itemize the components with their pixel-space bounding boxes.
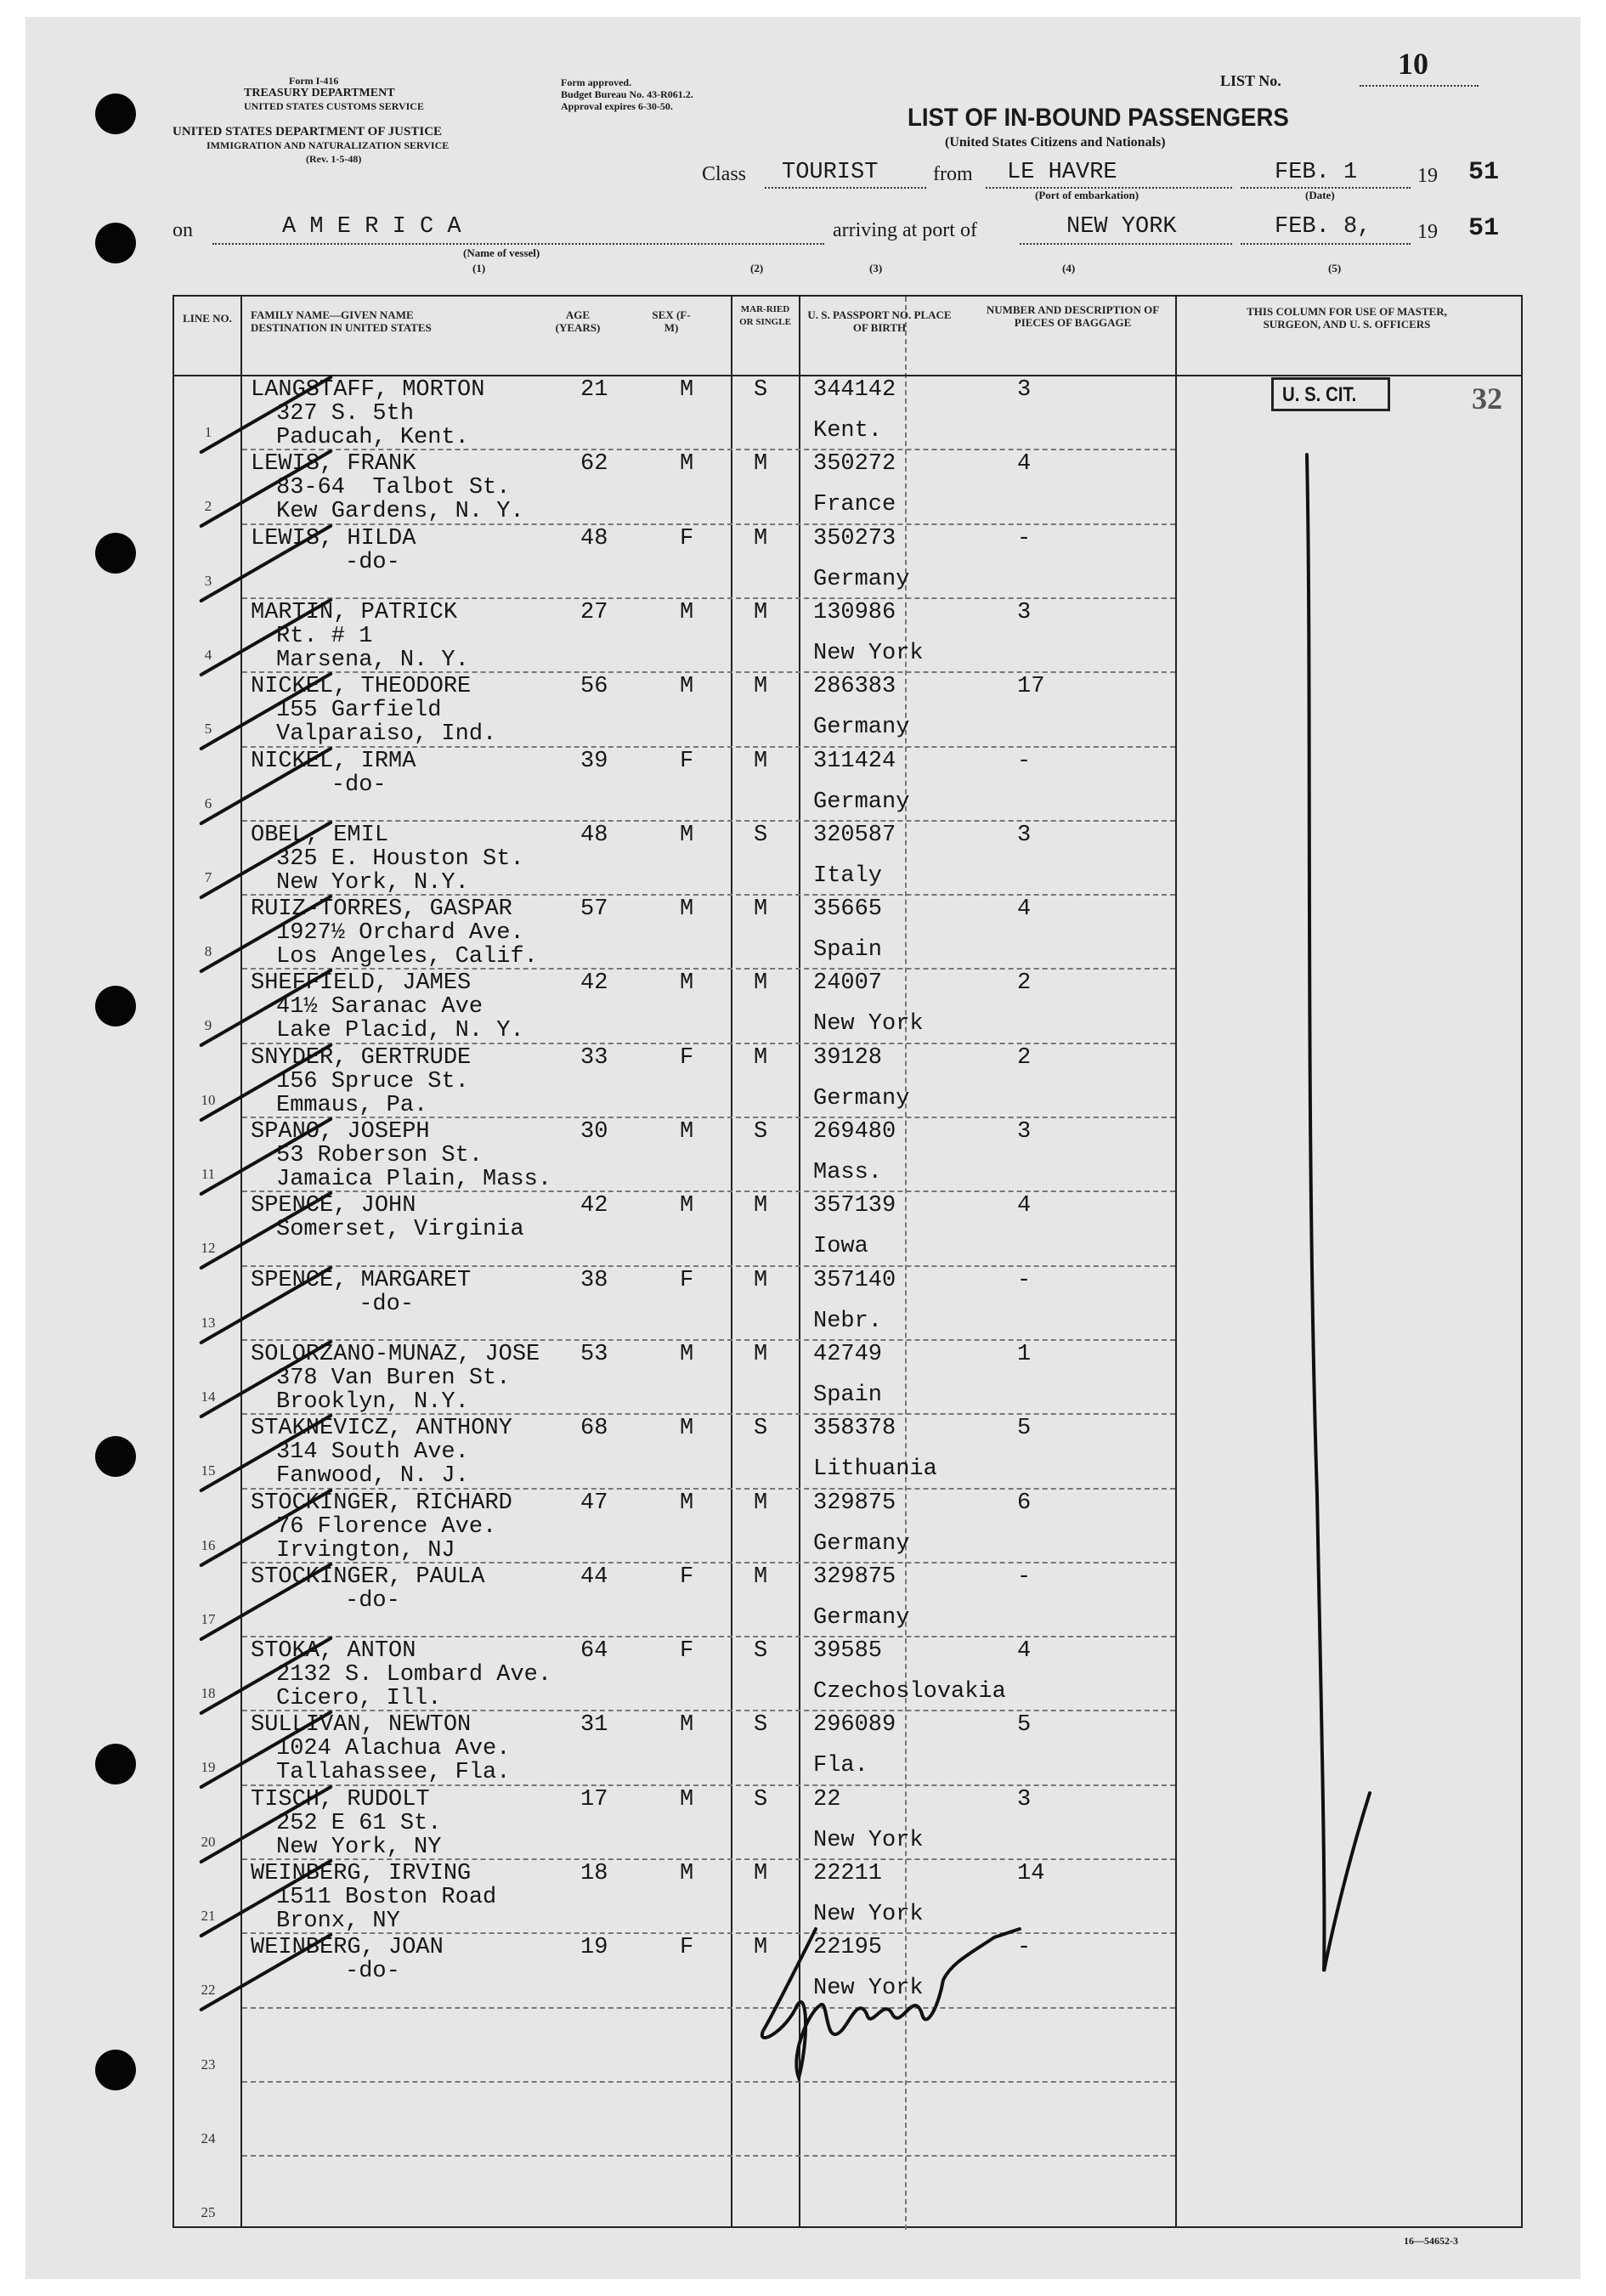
passenger-place-of-birth: Spain — [813, 1382, 883, 1408]
line-number: 4 — [204, 646, 212, 663]
passenger-sex: M — [680, 1786, 694, 1812]
passenger-baggage-count: 3 — [1017, 1786, 1032, 1812]
passenger-sex: M — [680, 970, 694, 997]
department-of-justice: UNITED STATES DEPARTMENT OF JUSTICE — [172, 125, 443, 139]
passenger-marital-status: S — [754, 822, 768, 848]
col-baggage: NUMBER AND DESCRIPTION OF PIECES OF BAGGAGE — [986, 303, 1160, 329]
passenger-address-street: 252 E 61 St. — [276, 1810, 442, 1836]
passenger-sex: F — [680, 1638, 694, 1665]
passenger-place-of-birth: Italy — [813, 862, 883, 889]
passenger-marital-status: S — [754, 1119, 768, 1145]
col-passport-birth: U. S. PASSPORT NO. PLACE OF BIRTH — [807, 308, 952, 334]
passenger-passport-no: 130986 — [813, 599, 896, 625]
passenger-address-city: New York, N.Y. — [276, 869, 469, 896]
inspector-signature — [739, 1903, 1045, 2090]
line-number: 7 — [204, 868, 212, 885]
passenger-address-street: -do- — [276, 772, 387, 798]
citizen-stamp — [1271, 377, 1390, 411]
binder-hole-7 — [95, 2050, 136, 2090]
passenger-age: 47 — [580, 1490, 608, 1516]
passenger-name: SOLORZANO-MUNAZ, JOSE — [251, 1341, 540, 1367]
passenger-sex: M — [680, 377, 694, 403]
class-label: Class — [702, 163, 747, 185]
passenger-age: 17 — [580, 1786, 608, 1812]
col-number-4: (4) — [1062, 262, 1076, 274]
passenger-baggage-count: - — [1017, 1564, 1032, 1590]
passenger-name: RUIZ-TORRES, GASPAR — [251, 896, 512, 923]
arrival-year: 51 — [1468, 214, 1500, 243]
line-number: 24 — [201, 2129, 216, 2146]
passenger-name: SHEFFIELD, JAMES — [251, 970, 472, 997]
passenger-sex: M — [680, 1861, 694, 1886]
line-number: 17 — [201, 1610, 216, 1627]
passenger-name: LANGSTAFF, MORTON — [251, 377, 485, 403]
passenger-name: NICKEL, IRMA — [251, 748, 416, 774]
line-number: 13 — [201, 1314, 216, 1331]
passenger-address-street: 76 Florence Ave. — [276, 1513, 497, 1540]
passenger-age: 33 — [580, 1044, 608, 1071]
line-number: 10 — [201, 1091, 216, 1108]
passenger-address-city: Jamaica Plain, Mass. — [276, 1167, 552, 1192]
line-number: 6 — [204, 795, 212, 812]
passenger-marital-status: S — [754, 1712, 768, 1739]
passenger-address-city: Valparaiso, Ind. — [276, 721, 497, 748]
line-number: 8 — [204, 943, 212, 960]
passenger-baggage-count: - — [1017, 525, 1032, 551]
line-number: 14 — [201, 1388, 216, 1405]
passenger-marital-status: M — [754, 1490, 768, 1516]
passenger-name: TISCH, RUDOLT — [251, 1786, 430, 1812]
passenger-sex: M — [680, 1193, 694, 1219]
col-line-no: LINE NO. — [183, 312, 232, 325]
passenger-baggage-count: 5 — [1017, 1416, 1032, 1442]
passenger-sex: M — [680, 1341, 694, 1367]
passenger-marital-status: M — [754, 674, 768, 700]
footer-code: 16—54652-3 — [1404, 2235, 1458, 2247]
passenger-age: 68 — [580, 1416, 608, 1442]
passenger-place-of-birth: Mass. — [813, 1160, 883, 1185]
passenger-address-street: 2132 S. Lombard Ave. — [276, 1662, 552, 1688]
passenger-address-city: Tallahassee, Fla. — [276, 1760, 511, 1786]
line-number: 16 — [201, 1536, 216, 1553]
passenger-age: 38 — [580, 1267, 608, 1293]
passenger-baggage-count: 5 — [1017, 1712, 1032, 1739]
passenger-sex: M — [680, 1119, 694, 1145]
passenger-passport-no: 22 — [813, 1786, 841, 1812]
passenger-place-of-birth: New York — [813, 1976, 924, 2002]
passenger-sex: M — [680, 674, 694, 700]
passenger-address-city: Lake Placid, N. Y. — [276, 1018, 524, 1044]
passenger-baggage-count: 17 — [1017, 674, 1045, 700]
passenger-baggage-count: 3 — [1017, 822, 1032, 848]
line-number: 20 — [201, 1833, 216, 1850]
passenger-marital-status: M — [754, 1044, 768, 1071]
passenger-age: 62 — [580, 451, 608, 478]
from-label: from — [933, 163, 973, 185]
arrival-port: NEW YORK — [1066, 214, 1177, 240]
row-divider — [242, 1265, 1175, 1267]
line-number: 22 — [201, 1982, 216, 1999]
vessel-caption: (Name of vessel) — [463, 246, 540, 259]
page-title: LIST OF IN-BOUND PASSENGERS — [908, 104, 1289, 132]
passenger-address-city: Cicero, Ill. — [276, 1686, 442, 1712]
passenger-place-of-birth: Germany — [813, 1604, 910, 1631]
passenger-age: 27 — [580, 599, 608, 625]
line-number: 9 — [204, 1017, 212, 1034]
approval-line-3: Approval expires 6-30-50. — [561, 100, 673, 112]
passenger-passport-no: 22195 — [813, 1935, 883, 1961]
passenger-name: OBEL, EMIL — [251, 822, 389, 848]
passenger-passport-no: 311424 — [813, 748, 896, 774]
passenger-passport-no: 35665 — [813, 896, 883, 923]
passenger-passport-no: 22211 — [813, 1861, 883, 1886]
line-number: 23 — [201, 2056, 216, 2073]
passenger-marital-status: M — [754, 451, 768, 478]
passenger-place-of-birth: Germany — [813, 789, 910, 815]
passenger-address-street: 83-64 Talbot St. — [276, 475, 511, 501]
approval-line-2: Budget Bureau No. 43-R061.2. — [561, 88, 693, 100]
passenger-address-street: -do- — [276, 1291, 415, 1317]
arriving-label: arriving at port of — [833, 219, 977, 241]
passenger-name: WEINBERG, JOAN — [251, 1935, 444, 1961]
line-number: 11 — [201, 1166, 216, 1182]
passenger-place-of-birth: Germany — [813, 715, 910, 741]
passenger-address-city: Emmaus, Pa. — [276, 1092, 428, 1118]
passenger-address-street: 314 South Ave. — [276, 1439, 469, 1466]
passenger-address-street: -do- — [276, 1587, 400, 1614]
passenger-passport-no: 296089 — [813, 1712, 896, 1739]
passenger-name: SPENCE, MARGARET — [251, 1267, 472, 1293]
passenger-sex: M — [680, 599, 694, 625]
col-number-2: (2) — [750, 262, 764, 274]
passenger-sex: F — [680, 748, 694, 774]
passenger-place-of-birth: Spain — [813, 937, 883, 964]
passenger-sex: M — [680, 896, 694, 923]
passenger-marital-status: M — [754, 970, 768, 997]
passenger-address-street: 378 Van Buren St. — [276, 1365, 511, 1391]
row-divider — [242, 597, 1175, 599]
passenger-address-street: -do- — [276, 1959, 400, 1985]
passenger-place-of-birth: New York — [813, 1902, 924, 1927]
year-value: 51 — [1468, 158, 1500, 187]
passenger-age: 57 — [580, 896, 608, 923]
passenger-sex: M — [680, 822, 694, 848]
passenger-baggage-count: - — [1017, 748, 1032, 774]
passenger-marital-status: S — [754, 1638, 768, 1665]
passenger-address-city: Paducah, Kent. — [276, 425, 469, 450]
passenger-age: 48 — [580, 822, 608, 848]
passenger-place-of-birth: Nebr. — [813, 1308, 883, 1334]
passenger-name: MARTIN, PATRICK — [251, 599, 458, 625]
passenger-sex: F — [680, 1267, 694, 1293]
page-subtitle: (United States Citizens and Nationals) — [945, 135, 1166, 150]
passenger-age: 30 — [580, 1119, 608, 1145]
binder-hole-4 — [95, 986, 136, 1026]
passenger-baggage-count: 4 — [1017, 1638, 1032, 1665]
passenger-address-city: Fanwood, N. J. — [276, 1463, 469, 1490]
port-of-embarkation: LE HAVRE — [1007, 160, 1117, 185]
passenger-address-street: 327 S. 5th — [276, 401, 415, 427]
passenger-name: STOCKINGER, RICHARD — [251, 1490, 512, 1516]
arrival-year-prefix: 19 — [1417, 221, 1438, 243]
passenger-marital-status: M — [754, 1267, 768, 1293]
passenger-place-of-birth: New York — [813, 1827, 924, 1853]
passenger-marital-status: M — [754, 1564, 768, 1590]
port-caption: (Port of embarkation) — [1035, 189, 1139, 201]
class-value: TOURIST — [782, 160, 879, 185]
passenger-marital-status: M — [754, 1341, 768, 1367]
passenger-marital-status: S — [754, 1786, 768, 1812]
passenger-name: SULLIVAN, NEWTON — [251, 1712, 472, 1739]
customs-service: UNITED STATES CUSTOMS SERVICE — [244, 100, 424, 112]
passenger-marital-status: S — [754, 1416, 768, 1442]
passenger-passport-no: 357139 — [813, 1193, 896, 1219]
passenger-marital-status: M — [754, 525, 768, 551]
passenger-place-of-birth: Kent. — [813, 418, 883, 444]
passenger-name: SNYDER, GERTRUDE — [251, 1044, 472, 1071]
passenger-passport-no: 39585 — [813, 1638, 883, 1665]
embark-date: FEB. 1 — [1275, 160, 1358, 185]
passenger-passport-no: 24007 — [813, 970, 883, 997]
page-number: 10 — [1398, 47, 1428, 81]
line-number: 5 — [204, 721, 212, 738]
passenger-sex: M — [680, 1416, 694, 1442]
passenger-name: LEWIS, FRANK — [251, 451, 416, 478]
binder-hole-6 — [95, 1744, 136, 1784]
passenger-marital-status: M — [754, 748, 768, 774]
line-number: 15 — [201, 1462, 216, 1479]
passenger-baggage-count: 4 — [1017, 451, 1032, 478]
passenger-passport-no: 269480 — [813, 1119, 896, 1145]
passenger-passport-no: 357140 — [813, 1267, 896, 1293]
passenger-age: 44 — [580, 1564, 608, 1590]
form-number: Form I-416 — [289, 75, 339, 87]
binder-hole-5 — [95, 1436, 136, 1477]
col-name-destination: FAMILY NAME—GIVEN NAME DESTINATION IN UNITED STATES — [251, 308, 432, 334]
passenger-address-city: Irvington, NJ — [276, 1537, 455, 1564]
passenger-baggage-count: 4 — [1017, 1193, 1032, 1219]
passenger-place-of-birth: France — [813, 492, 896, 518]
treasury-department: TREASURY DEPARTMENT — [244, 87, 395, 99]
row-divider — [242, 1636, 1175, 1637]
passenger-place-of-birth: New York — [813, 640, 924, 666]
passenger-passport-no: 329875 — [813, 1490, 896, 1516]
passenger-name: SPANO, JOSEPH — [251, 1119, 430, 1145]
passenger-age: 48 — [580, 525, 608, 551]
arrival-date: FEB. 8, — [1275, 214, 1371, 240]
passenger-age: 56 — [580, 674, 608, 700]
passenger-baggage-count: 2 — [1017, 1044, 1032, 1071]
margin-number: 32 — [1472, 382, 1502, 416]
passenger-place-of-birth: Iowa — [813, 1234, 868, 1260]
passenger-baggage-count: 1 — [1017, 1341, 1032, 1367]
passenger-passport-no: 358378 — [813, 1416, 896, 1442]
passenger-name: LEWIS, HILDA — [251, 525, 416, 551]
row-divider — [242, 1339, 1175, 1341]
passenger-marital-status: M — [754, 1935, 768, 1961]
passenger-name: STOKA, ANTON — [251, 1638, 416, 1665]
row-divider — [242, 820, 1175, 822]
col-number-5: (5) — [1328, 262, 1342, 274]
passenger-place-of-birth: Fla. — [813, 1753, 868, 1779]
passenger-place-of-birth: Germany — [813, 1085, 910, 1111]
passenger-baggage-count: 14 — [1017, 1861, 1045, 1886]
vessel-name: A M E R I C A — [282, 214, 461, 240]
passenger-sex: F — [680, 525, 694, 551]
date-caption: (Date) — [1305, 189, 1335, 201]
passenger-age: 53 — [580, 1341, 608, 1367]
line-number: 1 — [204, 424, 212, 440]
passenger-address-city: Brooklyn, N.Y. — [276, 1388, 469, 1415]
col-number-1: (1) — [472, 262, 486, 274]
passenger-sex: M — [680, 1712, 694, 1739]
passenger-address-street: Rt. # 1 — [276, 623, 373, 649]
passenger-sex: M — [680, 1490, 694, 1516]
passenger-marital-status: M — [754, 599, 768, 625]
passenger-sex: F — [680, 1044, 694, 1071]
passenger-name: STAKNEVICZ, ANTHONY — [251, 1416, 512, 1442]
passenger-address-street: 1927½ Orchard Ave. — [276, 920, 524, 947]
passenger-passport-no: 286383 — [813, 674, 896, 700]
passenger-sex: F — [680, 1935, 694, 1961]
passenger-age: 21 — [580, 377, 608, 403]
passenger-address-street: 1511 Boston Road — [276, 1885, 497, 1910]
passenger-address-street: 325 E. Houston St. — [276, 845, 524, 872]
passenger-address-city: Marsena, N. Y. — [276, 647, 469, 673]
passenger-place-of-birth: New York — [813, 1011, 924, 1038]
passenger-place-of-birth: Czechoslovakia — [813, 1679, 1006, 1705]
binder-hole-3 — [95, 533, 136, 574]
line-number: 2 — [204, 498, 212, 515]
passenger-place-of-birth: Germany — [813, 566, 910, 592]
passenger-age: 19 — [580, 1935, 608, 1961]
passenger-baggage-count: 2 — [1017, 970, 1032, 997]
passenger-marital-status: M — [754, 1861, 768, 1886]
passenger-sex: F — [680, 1564, 694, 1590]
passenger-address-street: 155 Garfield — [276, 698, 442, 724]
passenger-address-street: -do- — [276, 549, 400, 575]
passenger-name: STOCKINGER, PAULA — [251, 1564, 485, 1590]
passenger-marital-status: M — [754, 896, 768, 923]
binder-hole-1 — [95, 93, 136, 134]
passenger-place-of-birth: Lithuania — [813, 1456, 937, 1483]
line-number: 25 — [201, 2204, 216, 2221]
passenger-baggage-count: - — [1017, 1267, 1032, 1293]
ins-service: IMMIGRATION AND NATURALIZATION SERVICE — [206, 139, 450, 151]
passenger-name: NICKEL, THEODORE — [251, 674, 472, 700]
passenger-place-of-birth: Germany — [813, 1530, 910, 1557]
approval-line-1: Form approved. — [561, 76, 632, 88]
col-age: AGE (YEARS) — [555, 308, 601, 334]
passenger-address-city: New York, NY — [276, 1834, 442, 1860]
passenger-name: SPENCE, JOHN — [251, 1193, 416, 1219]
passenger-address-city: Bronx, NY — [276, 1909, 400, 1934]
passenger-passport-no: 42749 — [813, 1341, 883, 1367]
passenger-address-city: Los Angeles, Calif. — [276, 944, 538, 970]
col-sex: SEX (F-M) — [652, 308, 691, 334]
list-no-label: LIST No. — [1220, 72, 1281, 89]
passenger-age: 31 — [580, 1712, 608, 1739]
passenger-passport-no: 350272 — [813, 451, 896, 478]
passenger-baggage-count: - — [1017, 1935, 1032, 1961]
passenger-address-street: 1024 Alachua Ave. — [276, 1736, 511, 1762]
revision: (Rev. 1-5-48) — [306, 153, 362, 165]
passenger-age: 64 — [580, 1638, 608, 1665]
passenger-age: 39 — [580, 748, 608, 774]
passenger-baggage-count: 3 — [1017, 1119, 1032, 1145]
binder-hole-2 — [95, 223, 136, 263]
passenger-marital-status: S — [754, 377, 768, 403]
passenger-baggage-count: 3 — [1017, 377, 1032, 403]
line-number: 19 — [201, 1759, 216, 1776]
passenger-address-street: Somerset, Virginia — [276, 1217, 524, 1243]
line-number: 18 — [201, 1685, 216, 1702]
passenger-baggage-count: 4 — [1017, 896, 1032, 923]
citizen-stamp-text: U. S. CIT. — [1282, 383, 1357, 406]
col-number-3: (3) — [869, 262, 883, 274]
passenger-marital-status: M — [754, 1193, 768, 1219]
passenger-address-street: 53 Roberson St. — [276, 1143, 483, 1168]
passenger-address-city: Kew Gardens, N. Y. — [276, 499, 524, 525]
passenger-age: 18 — [580, 1861, 608, 1886]
year-prefix: 19 — [1417, 165, 1438, 187]
line-number: 3 — [204, 572, 212, 589]
passenger-baggage-count: 3 — [1017, 599, 1032, 625]
line-number: 21 — [201, 1908, 216, 1924]
row-divider — [242, 2155, 1175, 2157]
passenger-age: 42 — [580, 970, 608, 997]
passenger-sex: M — [680, 451, 694, 478]
passenger-passport-no: 344142 — [813, 377, 896, 403]
passenger-passport-no: 350273 — [813, 525, 896, 551]
passenger-address-street: 156 Spruce St. — [276, 1068, 469, 1094]
col-officers-use: THIS COLUMN FOR USE OF MASTER, SURGEON, AND U. S. OFFICERS — [1247, 305, 1447, 331]
on-label: on — [172, 219, 193, 241]
passenger-baggage-count: 6 — [1017, 1490, 1032, 1516]
passenger-name: WEINBERG, IRVING — [251, 1861, 472, 1886]
passenger-age: 42 — [580, 1193, 608, 1219]
passenger-passport-no: 329875 — [813, 1564, 896, 1590]
passenger-address-street: 41½ Saranac Ave — [276, 994, 483, 1021]
line-number: 12 — [201, 1240, 216, 1257]
officer-check-mark — [1275, 442, 1394, 1988]
passenger-passport-no: 320587 — [813, 822, 896, 848]
passenger-passport-no: 39128 — [813, 1044, 883, 1071]
col-married-single: MAR-RIED OR SINGLE — [739, 304, 791, 327]
